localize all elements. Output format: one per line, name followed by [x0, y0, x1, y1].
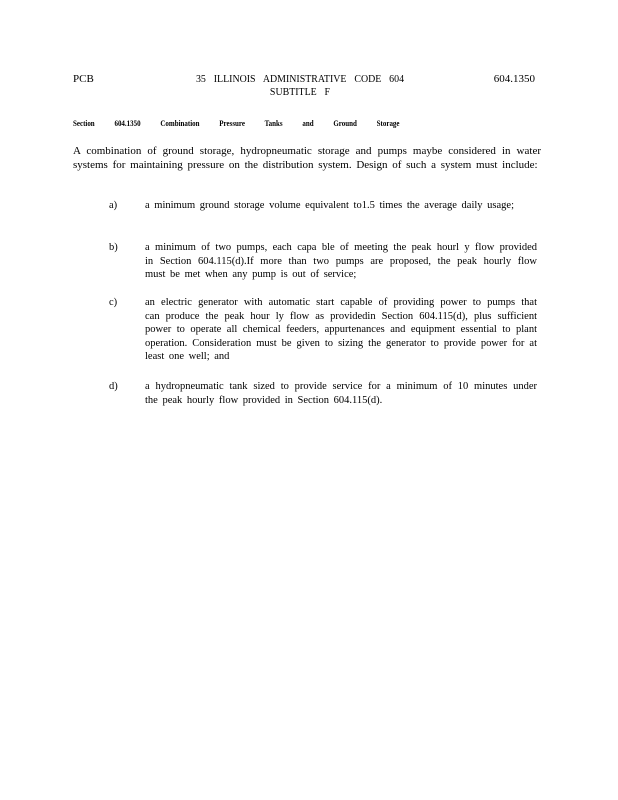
intro-paragraph: A combination of ground storage, hydropneumatic storage and pumps maybe considered in water systems for maintaining pressure on the distribution system. Design of such a system must include:	[73, 145, 541, 171]
list-item-text: an electric generator with automatic start capable of providing power to pumps that can produce the peak hour ly flow as providedin Section 604.115(d), plus sufficient power to operate all chemical feeders, appurtenances and equipment essential to plant operation. Consideration must be given to sizing the generator to provide power for at least one well; and	[145, 297, 537, 362]
header-code-title	[165, 73, 435, 99]
section-title: Section 604.1350 Combination Pressure Tanks and Ground Storage	[73, 118, 400, 128]
list-item-label: a)	[109, 200, 118, 211]
list-item-label: d)	[109, 381, 118, 392]
list-item-label: c)	[109, 297, 118, 308]
header-subtitle-line: SUBTITLE F	[269, 86, 331, 98]
header-code-line: 35 ILLINOIS ADMINISTRATIVE CODE 604	[195, 73, 405, 85]
header-section-number: 604.1350	[493, 73, 535, 85]
list-item-text: a minimum ground storage volume equivalent to1.5 times the average daily usage;	[145, 200, 514, 211]
list-item-label: b)	[109, 242, 118, 253]
list-item-text: a minimum of two pumps, each capa ble of meeting the peak hourl y flow provided in Section 604.115(d).If more than two pumps are proposed, the peak hourly flow must be met when any pump is out of service;	[145, 242, 537, 280]
list-item-text: a hydropneumatic tank sized to provide service for a minimum of 10 minutes under the peak hourly flow provided in Section 604.115(d).	[145, 381, 537, 406]
header-agency: PCB	[73, 73, 94, 85]
